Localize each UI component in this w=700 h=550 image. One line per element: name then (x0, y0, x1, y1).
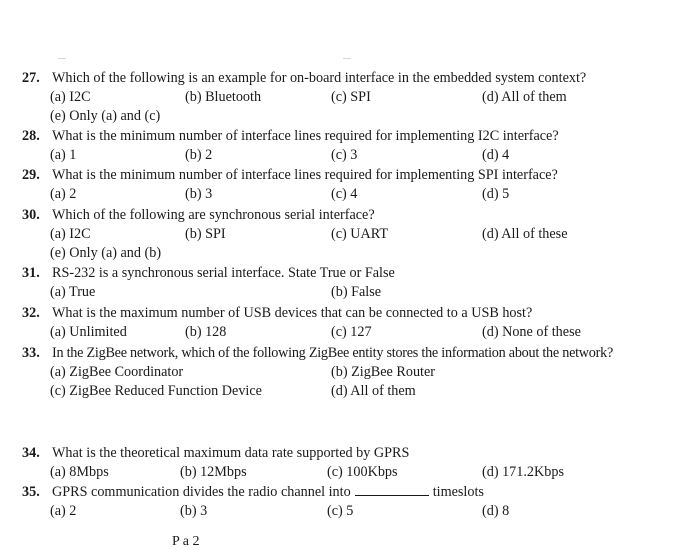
option-b: (b) 2 (185, 147, 213, 163)
question-text: What is the minimum number of interface lines required for implementing SPI interface? (52, 167, 558, 183)
option-a: (a) 2 (50, 503, 77, 519)
option-e: (e) Only (a) and (c) (50, 108, 161, 124)
option-b: (b) 128 (185, 324, 227, 340)
question-text: What is the maximum number of USB devices that can be connected to a USB host? (52, 305, 533, 321)
question-number: 29. (22, 167, 40, 183)
question-text-after: timeslots (432, 484, 484, 500)
question-text (52, 484, 484, 501)
option-b: (b) False (331, 284, 382, 300)
option-c: (c) SPI (331, 89, 371, 105)
question-number: 31. (22, 265, 40, 281)
option-a: (a) Unlimited (50, 324, 127, 340)
option-c: (c) ZigBee Reduced Function Device (50, 383, 262, 399)
option-b: (b) SPI (185, 226, 226, 242)
option-d: (d) All of these (482, 226, 568, 242)
option-a: (a) True (50, 284, 96, 300)
option-d: (d) 5 (482, 186, 510, 202)
option-d: (d) 171.2Kbps (482, 464, 564, 480)
question-number: 33. (22, 345, 40, 361)
option-c: (c) 127 (331, 324, 372, 340)
question-number: 28. (22, 128, 40, 144)
question-number: 34. (22, 445, 40, 461)
question-number: 27. (22, 70, 40, 86)
option-b: (b) 3 (180, 503, 208, 519)
question-text: In the ZigBee network, which of the following ZigBee entity stores the information about the network? (52, 345, 614, 361)
option-b: (b) 12Mbps (180, 464, 247, 480)
question-text: RS-232 is a synchronous serial interface. State True or False (52, 265, 395, 281)
option-c: (c) UART (331, 226, 389, 242)
option-a: (a) 2 (50, 186, 77, 202)
option-c: (c) 4 (331, 186, 358, 202)
question-text: What is the theoretical maximum data rate supported by GPRS (52, 445, 410, 461)
question-number: 32. (22, 305, 40, 321)
option-d: (d) 4 (482, 147, 510, 163)
question-text-before: GPRS communication divides the radio channel into (52, 484, 351, 500)
option-d: (d) All of them (482, 89, 567, 105)
fill-in-blank (355, 494, 429, 496)
option-a: (a) I2C (50, 89, 91, 105)
page-mark (343, 58, 351, 59)
option-e: (e) Only (a) and (b) (50, 245, 162, 261)
page-mark (58, 58, 66, 59)
option-a: (a) I2C (50, 226, 91, 242)
page-footer: P a 2 (172, 534, 200, 549)
option-b: (b) Bluetooth (185, 89, 262, 105)
option-c: (c) 3 (331, 147, 358, 163)
question-number: 30. (22, 207, 40, 223)
question-text: What is the minimum number of interface lines required for implementing I2C interface? (52, 128, 559, 144)
question-text: Which of the following are synchronous serial interface? (52, 207, 375, 223)
option-d: (d) None of these (482, 324, 581, 340)
question-text: Which of the following is an example for on-board interface in the embedded system context? (52, 70, 587, 86)
option-d: (d) 8 (482, 503, 510, 519)
option-c: (c) 5 (327, 503, 354, 519)
option-b: (b) ZigBee Router (331, 364, 436, 380)
option-a: (a) ZigBee Coordinator (50, 364, 184, 380)
option-b: (b) 3 (185, 186, 213, 202)
option-a: (a) 1 (50, 147, 77, 163)
option-c: (c) 100Kbps (327, 464, 398, 480)
option-a: (a) 8Mbps (50, 464, 109, 480)
option-d: (d) All of them (331, 383, 416, 399)
question-number: 35. (22, 484, 40, 500)
